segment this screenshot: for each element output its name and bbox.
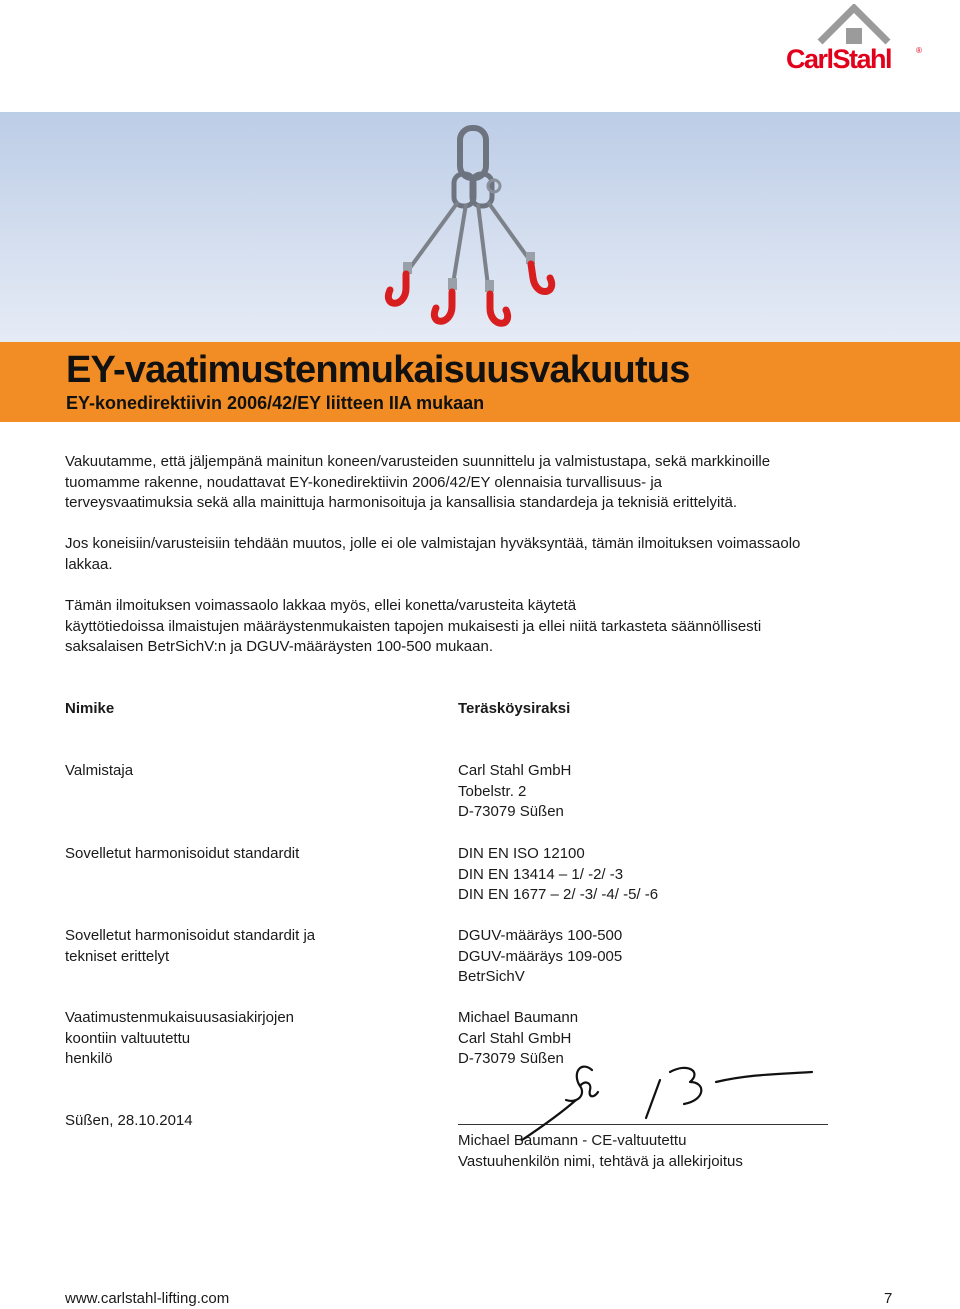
logo-registered-mark: ® (916, 46, 922, 55)
page-subtitle: EY-konedirektiivin 2006/42/EY liitteen IIA mukaan (66, 393, 485, 413)
roof-icon (782, 4, 932, 48)
product-label: Nimike (65, 700, 115, 717)
manufacturer-value: Carl Stahl GmbH Tobelstr. 2 D-73079 Süßen (458, 762, 572, 821)
logo-wordmark: CarlStahl (786, 44, 892, 74)
authorized-person-value: Michael Baumann Carl Stahl GmbH D-73079 Süßen (458, 1009, 579, 1068)
manufacturer-label: Valmistaja (65, 762, 134, 779)
place-date: Süßen, 28.10.2014 (65, 1112, 193, 1129)
paragraph-declaration: Vakuutamme, että jäljempänä mainitun koneen/varusteiden suunnittelu ja valmistustapa, sekä markkinoille tuomamme rakenne, noudattavat EY-konedirektiivin 2006/42/EY olennaisia turvallisuus- ja terveysvaatimuksia sekä alla mainittuja harmonisoituja ja kansallisia standardeja ja teknisiä erittelyitä. (65, 453, 771, 512)
signatory-name: Michael Baumann - CE-valtuutettu Vastuuhenkilön nimi, tehtävä ja allekirjoitus (458, 1132, 743, 1170)
page-title: EY-vaatimustenmukaisuusvakuutus (66, 349, 690, 391)
product-value: Teräsköysiraksi (458, 700, 571, 717)
handwritten-signature (520, 1052, 820, 1142)
authorized-person-label: Vaatimustenmukaisuusasiakirjojen koontiin valtuutettu henkilö (65, 1009, 294, 1068)
paragraph-modification: Jos koneisiin/varusteisiin tehdään muutos, jolle ei ole valmistajan hyväksyntää, tämän ilmoituksen voimassaolo lakkaa. (65, 535, 801, 573)
product-image (0, 112, 960, 344)
carl-stahl-logo (782, 4, 932, 74)
wire-rope-sling-illustration (0, 112, 960, 344)
standards-value: DIN EN ISO 12100 DIN EN 13414 – 1/ -2/ -3 DIN EN 1677 – 2/ -3/ -4/ -5/ -6 (458, 845, 659, 904)
footer-website: www.carlstahl-lifting.com (65, 1290, 230, 1307)
paragraph-validity: Tämän ilmoituksen voimassaolo lakkaa myös, ellei konetta/varusteita käytetä käyttötiedoissa ilmaistujen määräystenmukaisten tapojen mukaisesti ja ellei niitä tarkasteta säännöllisesti saksalaisen BetrSichV:n ja DGUV-määräysten 100-500 mukaan. (65, 597, 762, 656)
specifications-value: DGUV-määräys 100-500 DGUV-määräys 109-005 BetrSichV (458, 927, 623, 986)
specifications-label: Sovelletut harmonisoidut standardit ja tekniset erittelyt (65, 927, 316, 965)
page-number: 7 (884, 1290, 893, 1307)
standards-label: Sovelletut harmonisoidut standardit (65, 845, 300, 862)
